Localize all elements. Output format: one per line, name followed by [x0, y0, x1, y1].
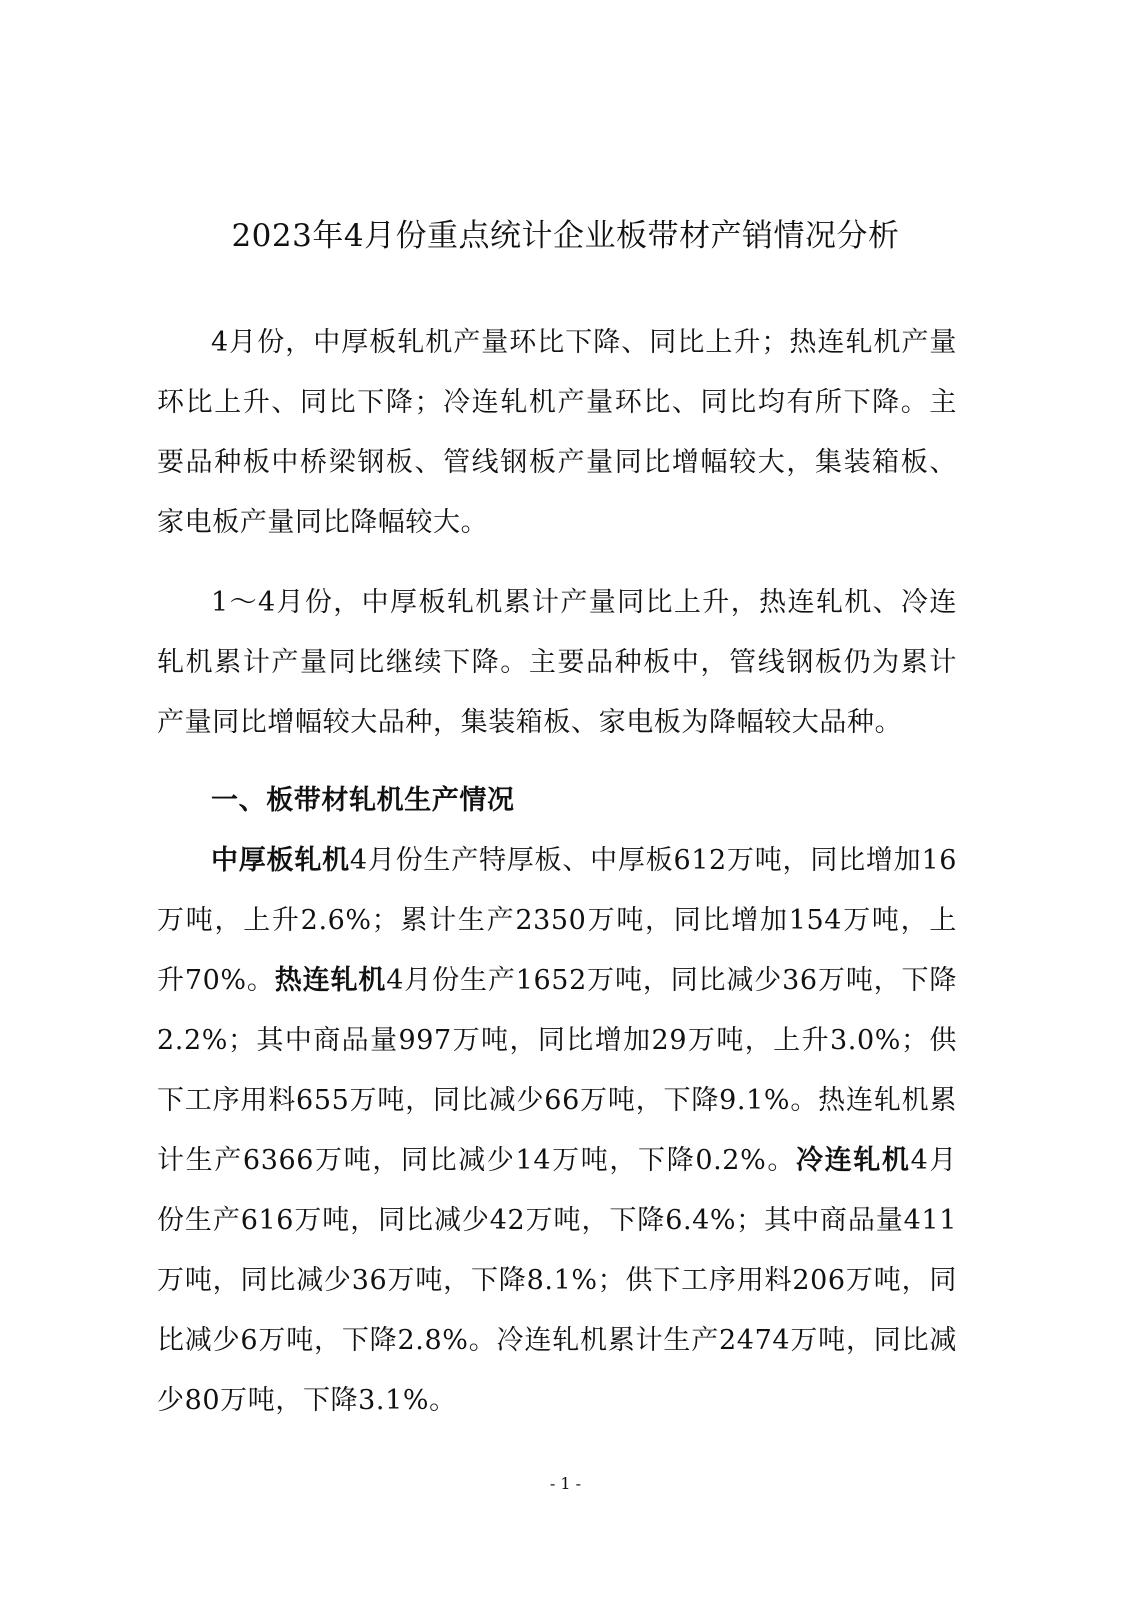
- medium-plate-mill-text: 4月份生产特厚板、中厚板612万吨，同比增加16万吨，上升2.6%；累计生产2350万吨，同比增加154万吨，上升70%。: [157, 845, 957, 996]
- section-1-paragraph: [157, 831, 957, 1431]
- intro-paragraph-monthly: 4月份，中厚板轧机产量环比下降、同比上升；热连轧机产量环比上升、同比下降；冷连轧机产量环比、同比均有所下降。主要品种板中桥梁钢板、管线钢板产量同比增幅较大，集装箱板、家电板产量同比降幅较大。: [157, 327, 957, 538]
- term-cold-strip-mill: 冷连轧机: [796, 1145, 911, 1176]
- document-body: [157, 313, 957, 1431]
- document-title: 2023年4月份重点统计企业板带材产销情况分析: [231, 218, 900, 254]
- hot-strip-mill-text: 4月份生产1652万吨，同比减少36万吨，下降2.2%；其中商品量997万吨，同比增加29万吨，上升3.0%；供下工序用料655万吨，同比减少66万吨，下降9.1%。热连轧机累计生产6366万吨，同比减少14万吨，下降0.2%。: [157, 965, 957, 1176]
- page-number: - 1 -: [549, 1474, 582, 1493]
- intro-paragraph-cumulative: 1～4月份，中厚板轧机累计产量同比上升，热连轧机、冷连轧机累计产量同比继续下降。主要品种板中，管线钢板仍为累计产量同比增幅较大品种，集装箱板、家电板为降幅较大品种。: [157, 587, 957, 738]
- term-hot-strip-mill: 热连轧机: [274, 965, 387, 996]
- term-medium-plate-mill: 中厚板轧机: [211, 845, 350, 876]
- section-heading-rolling-mill-production: 一、板带材轧机生产情况: [211, 785, 515, 816]
- cold-strip-mill-text: 4月份生产616万吨，同比减少42万吨，下降6.4%；其中商品量411万吨，同比减少36万吨，下降8.1%；供下工序用料206万吨，同比减少6万吨，下降2.8%。冷连轧机累计生产2474万吨，同比减少80万吨，下降3.1%。: [157, 1145, 957, 1416]
